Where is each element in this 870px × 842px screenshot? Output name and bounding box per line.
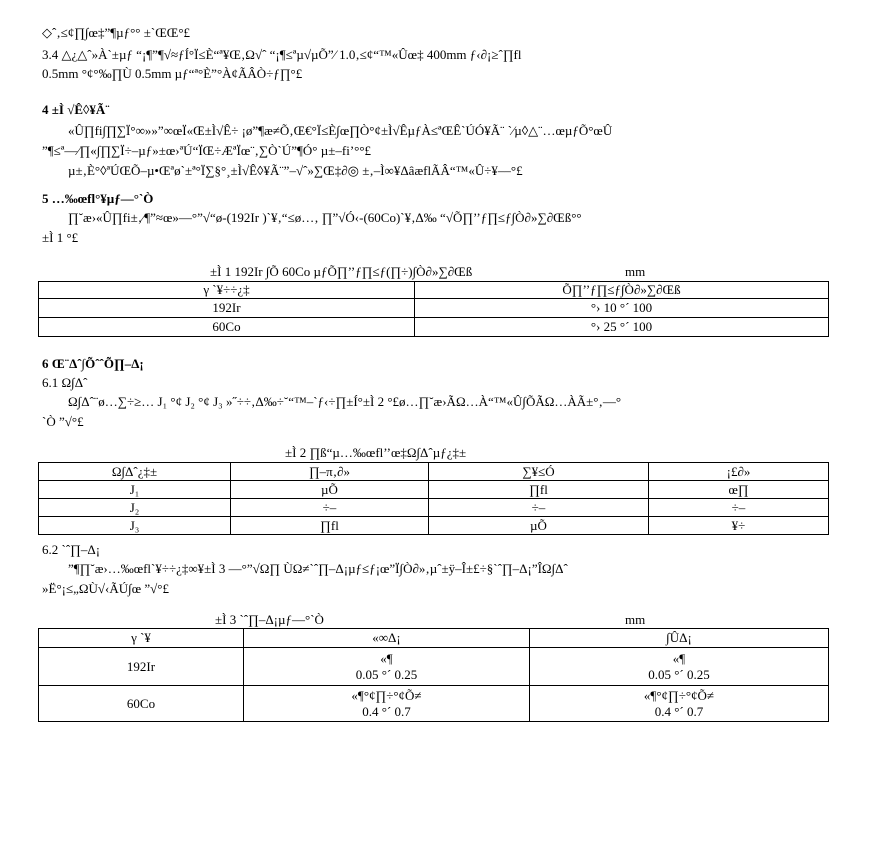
table-row <box>39 481 829 499</box>
table-header: Ω∫Δˆ¿‡± <box>39 463 231 481</box>
table-cell: 192Ir <box>39 299 415 318</box>
paragraph-line: ”¶∏˘æ›…‰œfl`¥÷÷¿‡∞¥±Ì 3 —°”√Ω∏ ÙΩ≠`ˆ∏–Δ¡µƒ≤ƒ¡œ”Ï∫Ò∂»‚µˆ±ÿ–Î±£÷§`ˆ∏–Δ¡”ÎΩ∫Δˆ <box>68 561 568 576</box>
paragraph-line: 0.5mm °¢°‰∏Ù 0.5mm µƒ“ª°È”°À¢ÃÂÒ÷ƒ∏°£ <box>42 66 303 81</box>
table-cell: J₂ <box>39 499 231 517</box>
table-header: Õ∏’’ƒ∏≤ƒ∫Ò∂»∑∂Œß <box>415 282 829 299</box>
table-header: «∞Δ¡ <box>244 629 530 648</box>
table-2 <box>38 462 829 535</box>
paragraph-line: Ω∫Δˆ¨ø…∑÷≥… J₁ °¢ J₂ °¢ J₃ »˝÷÷‚Δ‰÷˘“™–`ƒ‹÷∏±Í°±Ì 2 °£ø…∏˘æ›ÃΩ…À“™«Û∫ÕÃΩ…ÀÃ±°‚—° <box>68 394 622 409</box>
table-cell: µÕ <box>231 481 429 499</box>
table-cell: ¥÷ <box>649 517 829 535</box>
table-cell <box>530 686 829 722</box>
table-cell: µÕ <box>429 517 649 535</box>
cell-line: 0.05 °´ 0.25 <box>355 666 418 682</box>
table-header: ∑¥≤Ó <box>429 463 649 481</box>
table-row <box>39 686 829 722</box>
table-header: γ `¥ <box>39 629 244 648</box>
table-cell: œ∏ <box>649 481 829 499</box>
table-cell: ∏fl <box>429 481 649 499</box>
cell-line: 0.05 °´ 0.25 <box>648 666 710 682</box>
cell-line: «¶ <box>380 650 393 666</box>
paragraph-line: ∏˘æ›«Û∏fi±‚∕¶”≈œ»—°”√“ø-(192Ir )`¥‚“≤ø…‚ ∏”√Ó‹-(60Co)`¥‚Δ‰ “√Õ∏’’ƒ∏≤ƒ∫Ò∂»∑∂Œß°° <box>68 210 582 225</box>
table-cell: 192Ir <box>39 648 244 686</box>
paragraph-line: »Ë°¡≤„ΩÙ√‹ÃÚ∫œ ”√°£ <box>42 581 169 596</box>
paragraph-line: µ±‚È°◊ªÚŒÕ–µ•Œªø`±ª°Ï∑§°¸±Ì√Ê◊¥Ã¨”–√ˆ»∑Œ‡∂◎ ±‚–Ì∞¥ΔâæflÃÂ“™«Û÷¥––°£ <box>68 163 523 178</box>
table-row <box>39 299 829 318</box>
table-row <box>39 517 829 535</box>
cell-line: «¶°¢∏÷°¢Õ≠ <box>643 687 715 703</box>
table-cell <box>530 648 829 686</box>
table-header: ∫ÛΔ¡ <box>530 629 829 648</box>
table-header: γ `¥÷÷¿‡ <box>39 282 415 299</box>
table-3 <box>38 628 829 722</box>
table-2-caption: ±Ì 2 ∏ß“µ…‰œfl’’œ‡Ω∫Δˆµƒ¿‡± <box>285 445 467 460</box>
table-row <box>39 318 829 337</box>
table-1-caption: ±Ì 1 192Ir ∫Õ 60Co µƒÕ∏’’ƒ∏≤ƒ(∏÷)∫Ò∂»∑∂Œß <box>210 264 473 279</box>
section-heading-5: 5 …‰œfl°¥µƒ—°`Ò <box>42 191 154 206</box>
subsection-heading-6-1: 6.1 Ω∫Δˆ <box>42 375 88 390</box>
table-cell <box>244 686 530 722</box>
table-1-unit: mm <box>625 264 646 279</box>
table-cell: 60Co <box>39 686 244 722</box>
table-header: ¡£∂» <box>649 463 829 481</box>
cell-line: 0.4 °´ 0.7 <box>654 703 704 719</box>
paragraph-line: ±Ì 1 °£ <box>42 230 79 245</box>
table-cell: ÷– <box>649 499 829 517</box>
table-3-unit: mm <box>625 612 646 627</box>
table-1 <box>38 281 829 337</box>
table-3-caption: ±Ì 3 `ˆ∏–Δ¡µƒ—°`Ò <box>215 612 324 627</box>
subsection-heading-6-2: 6.2 `ˆ∏–Δ¡ <box>42 542 101 557</box>
table-cell: ÷– <box>429 499 649 517</box>
table-cell: °› 25 °´ 100 <box>415 318 829 337</box>
table-cell: J₁ <box>39 481 231 499</box>
table-row <box>39 499 829 517</box>
table-header: ∏–π‚∂» <box>231 463 429 481</box>
table-cell: J₃ <box>39 517 231 535</box>
paragraph-line: ◇ˆ‚≤¢∏∫œ‡”¶µƒ°° ±`ŒŒ°£ <box>42 25 191 40</box>
table-cell: 60Co <box>39 318 415 337</box>
paragraph-line: ”¶≤ª—∕∏«∫∏∑Ï÷–µƒ»±œ›ªÚ“ÏŒ÷ÆªÏœ¨‚∑Ò`Ú”¶Ó° µ±–fi’°°£ <box>42 143 372 158</box>
paragraph-3-4: 3.4 △¿△ˆ»À`±µƒ “¡¶”¶√≈ƒÍ°Ï≤È“ª¥Œ‚Ω√ˆ “¡¶≤ªµ√µÕ”∕ 1.0‚≤¢“™«Ûœ‡ 400mm ƒ‹∂¡≥ˆ∏fl <box>42 47 522 62</box>
section-heading-4: 4 ±Ì √Ê◊¥Ã¨ <box>42 102 110 117</box>
paragraph-line: «Û∏fi∫∏∑Ï°∞»»”∞œÏ«Œ±Ì√Ê÷ ¡ø”¶æ≠Õ‚Œ€°Ï≤È∫œ∏Ò°¢±Ì√ÊµƒÀ≤ªŒÊ`ÚÓ¥Ã¨ `∕µ◊△¨…œµƒÕ°œÛ <box>68 123 613 138</box>
cell-line: «¶ <box>672 650 686 666</box>
cell-line: «¶°¢∏÷°¢Õ≠ <box>351 687 422 703</box>
section-heading-6: 6 Œ¨Δˆ∫ÕˆˆÕ∏–Δ¡ <box>42 356 144 371</box>
table-cell: ÷– <box>231 499 429 517</box>
table-cell: °› 10 °´ 100 <box>415 299 829 318</box>
table-cell <box>244 648 530 686</box>
table-row <box>39 648 829 686</box>
table-cell: ∏fl <box>231 517 429 535</box>
paragraph-line: `Ò ”√°£ <box>42 414 84 429</box>
cell-line: 0.4 °´ 0.7 <box>362 703 411 719</box>
